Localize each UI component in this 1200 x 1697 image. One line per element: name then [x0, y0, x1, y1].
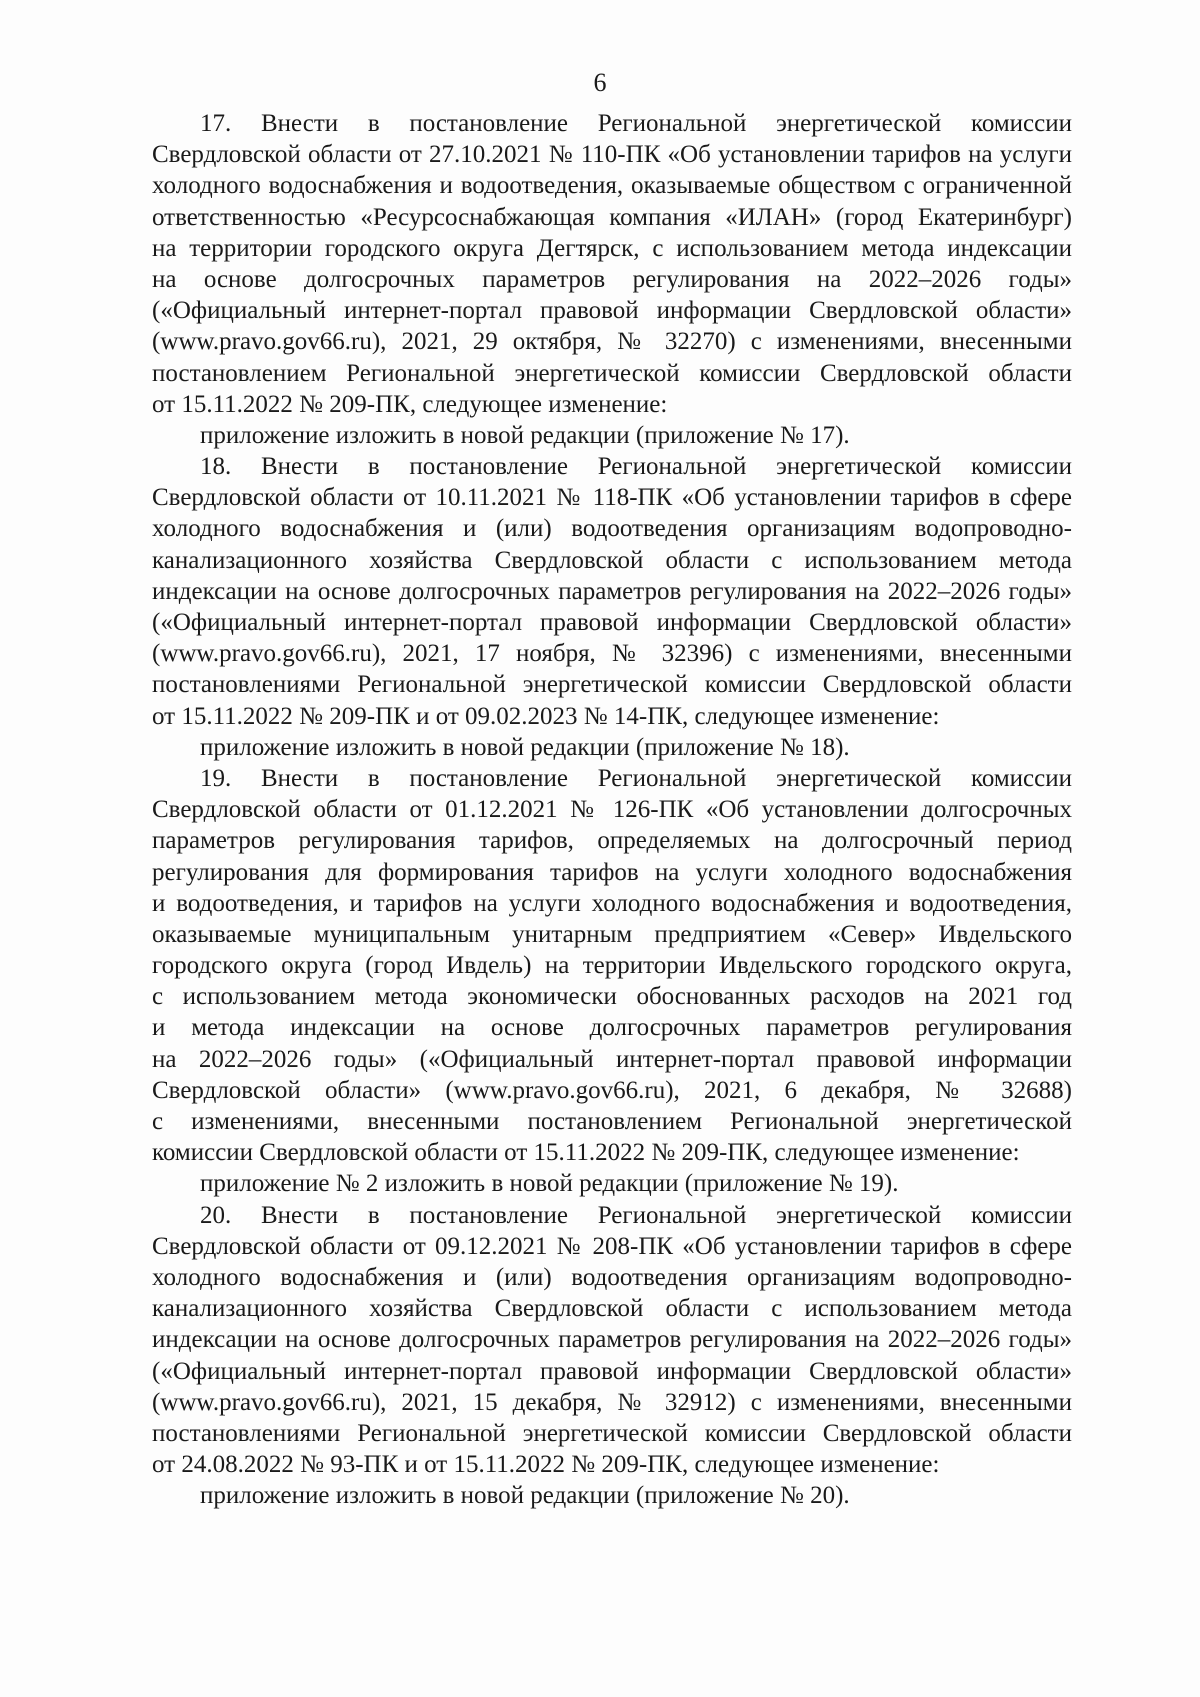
paragraph-line: с изменениями, внесенными постановлением Региональной энергетической — [152, 1108, 1072, 1135]
paragraph-line: и метода индексации на основе долгосрочных параметров регулирования — [152, 1014, 1072, 1042]
amendment-line: приложение № 2 изложить в новой редакции (приложение № 19). — [200, 1170, 899, 1198]
paragraph-line: Свердловской области от 10.11.2021 № 118-ПК «Об установлении тарифов в сфере — [152, 484, 1072, 512]
paragraph-line: («Официальный интернет-портал правовой информации Свердловской области» — [152, 1357, 1072, 1385]
paragraph-line: индексации на основе долгосрочных параметров регулирования на 2022–2026 годы» — [152, 577, 1072, 605]
paragraph-line: на 2022–2026 годы» («Официальный интернет-портал правовой информации — [152, 1045, 1072, 1073]
paragraph-line: постановлениями Региональной энергетической комиссии Свердловской области — [152, 1419, 1072, 1447]
paragraph-18 — [152, 451, 1072, 763]
paragraph-line: постановлением Региональной энергетической комиссии Свердловской области — [152, 359, 1072, 387]
paragraph-17 — [152, 108, 1072, 451]
amendment-line: приложение изложить в новой редакции (приложение № 18). — [200, 733, 850, 761]
paragraph-line: (www.pravo.gov66.ru), 2021, 17 ноября, № 32396) с изменениями, внесенными — [152, 640, 1072, 668]
paragraph-20 — [152, 1200, 1072, 1512]
paragraph-line: («Официальный интернет-портал правовой информации Свердловской области» — [152, 297, 1072, 325]
paragraph-line: постановлениями Региональной энергетической комиссии Свердловской области — [152, 671, 1072, 699]
paragraph-line: от 15.11.2022 № 209-ПК, следующее изменение: — [152, 390, 668, 418]
paragraph-line: регулирования для формирования тарифов на услуги холодного водоснабжения — [152, 858, 1072, 886]
paragraph-line: («Официальный интернет-портал правовой информации Свердловской области» — [152, 609, 1072, 636]
paragraph-line: на основе долгосрочных параметров регулирования на 2022–2026 годы» — [152, 265, 1072, 293]
paragraph-line: 19. Внести в постановление Региональной энергетической комиссии — [200, 764, 1072, 792]
paragraph-line: холодного водоснабжения и водоотведения, оказываемые обществом с ограниченной — [152, 172, 1072, 200]
paragraph-line: 20. Внести в постановление Региональной энергетической комиссии — [200, 1201, 1072, 1229]
paragraph-line: индексации на основе долгосрочных параметров регулирования на 2022–2026 годы» — [152, 1326, 1072, 1354]
paragraph-line: Свердловской области» (www.pravo.gov66.ru), 2021, 6 декабря, № 32688) — [152, 1076, 1072, 1104]
amendment-line: приложение изложить в новой редакции (приложение № 17). — [200, 421, 850, 449]
paragraph-line: параметров регулирования тарифов, определяемых на долгосрочный период — [152, 827, 1072, 855]
paragraph-line: от 24.08.2022 № 93-ПК и от 15.11.2022 № 209-ПК, следующее изменение: — [152, 1451, 940, 1479]
paragraph-line: (www.pravo.gov66.ru), 2021, 15 декабря, № 32912) с изменениями, внесенными — [152, 1388, 1072, 1416]
paragraph-line: с использованием метода экономически обоснованных расходов на 2021 год — [152, 983, 1072, 1011]
paragraph-line: (www.pravo.gov66.ru), 2021, 29 октября, № 32270) с изменениями, внесенными — [152, 328, 1072, 356]
amendment-line: приложение изложить в новой редакции (приложение № 20). — [200, 1482, 850, 1510]
paragraph-line: оказываемые муниципальным унитарным предприятием «Север» Ивдельского — [152, 920, 1072, 948]
paragraph-line: 17. Внести в постановление Региональной энергетической комиссии — [200, 110, 1072, 137]
page-number: 6 — [593, 68, 607, 97]
paragraph-line: комиссии Свердловской области от 15.11.2022 № 209-ПК, следующее изменение: — [152, 1139, 1020, 1167]
paragraph-line: холодного водоснабжения и (или) водоотведения организациям водопроводно- — [152, 515, 1072, 543]
paragraph-line: Свердловской области от 09.12.2021 № 208-ПК «Об установлении тарифов в сфере — [152, 1232, 1072, 1260]
document-body — [152, 108, 1072, 1511]
paragraph-line: городского округа (город Ивдель) на территории Ивдельского городского округа, — [152, 952, 1072, 980]
paragraph-line: канализационного хозяйства Свердловской области с использованием метода — [152, 546, 1072, 574]
paragraph-line: ответственностью «Ресурсоснабжающая компания «ИЛАН» (город Екатеринбург) — [152, 203, 1072, 231]
paragraph-line: Свердловской области от 01.12.2021 № 126-ПК «Об установлении долгосрочных — [152, 796, 1072, 824]
paragraph-line: 18. Внести в постановление Региональной энергетической комиссии — [200, 453, 1072, 481]
paragraph-line: на территории городского округа Дегтярск, с использованием метода индексации — [152, 234, 1072, 262]
paragraph-line: канализационного хозяйства Свердловской области с использованием метода — [152, 1295, 1072, 1323]
paragraph-line: Свердловской области от 27.10.2021 № 110-ПК «Об установлении тарифов на услуги — [152, 141, 1072, 169]
paragraph-line: от 15.11.2022 № 209-ПК и от 09.02.2023 № 14-ПК, следующее изменение: — [152, 702, 940, 730]
paragraph-line: и водоотведения, и тарифов на услуги холодного водоснабжения и водоотведения, — [152, 889, 1072, 917]
paragraph-line: холодного водоснабжения и (или) водоотведения организациям водопроводно- — [152, 1263, 1072, 1291]
paragraph-19 — [152, 763, 1072, 1200]
